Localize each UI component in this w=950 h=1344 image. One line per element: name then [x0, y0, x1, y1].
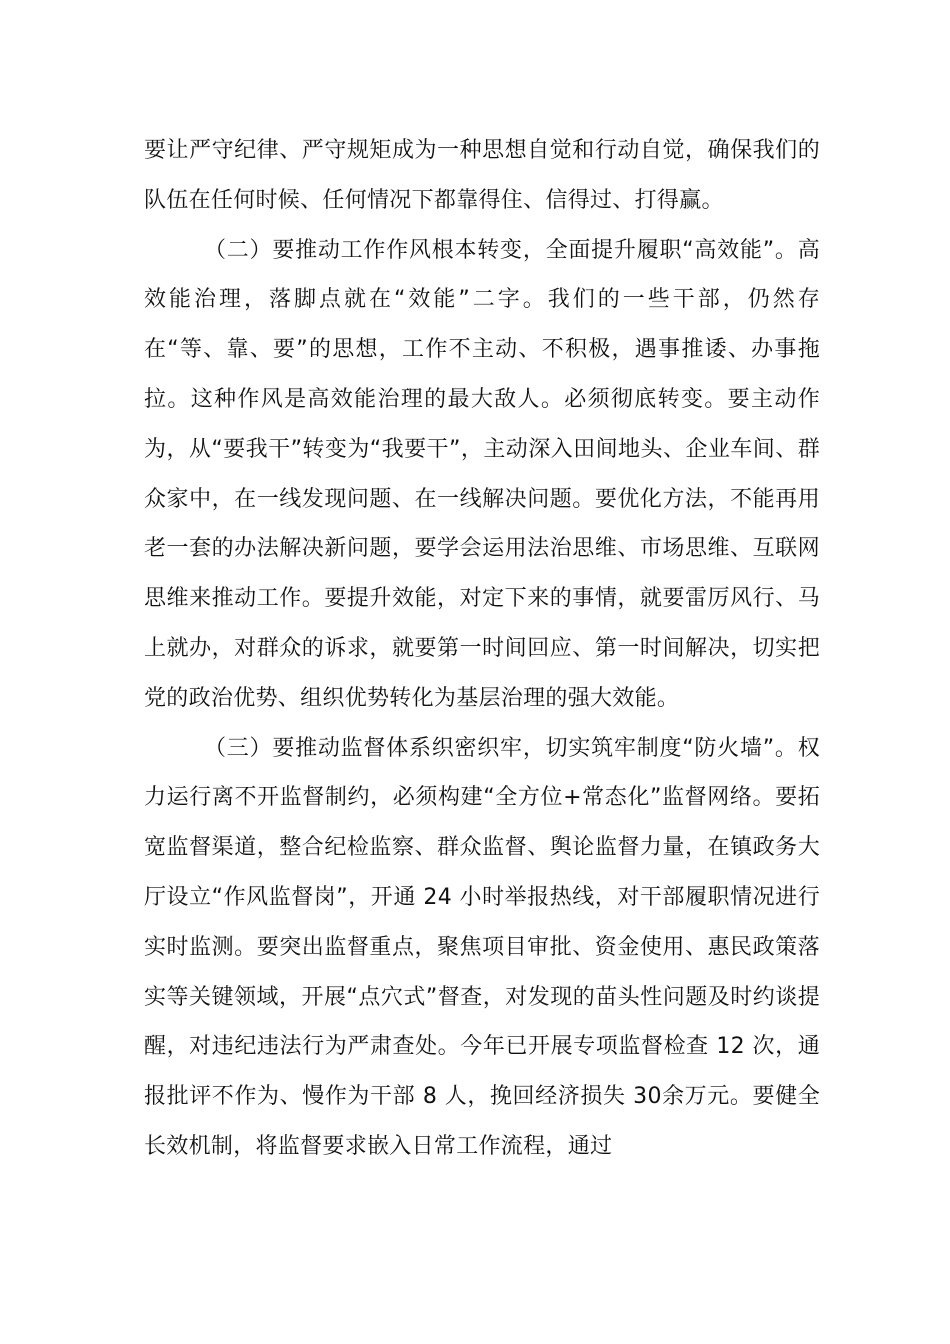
paragraph-section-3: [144, 724, 820, 1172]
text-line: 情况进行实时监测。要突出监督重点，聚焦项目审批、资金使用、: [144, 884, 820, 960]
section-heading: （三）要推动监督体系织密织牢，切实筑牢制度“防火墙”。: [204, 735, 798, 761]
text-line: 政务大厅设立“作风监督岗”，开通 24 小时举报热线，对干部履职: [144, 835, 820, 910]
text-line: 雷厉风行、马上就办，对群众的诉求，就要第一时间回应、第一时: [144, 586, 820, 661]
text-line: 督检查 12 次，通报批评不作为、慢作为干部 8 人，挽回经济损失 30: [144, 1034, 820, 1110]
text-line: 要让严守纪律、严守规矩成为一种思想自觉和行动自觉，确保我们: [144, 138, 798, 163]
text-line: 车间、群众家中，在一线发现问题、在一线解决问题。要优化方法，: [144, 436, 820, 512]
text-line: 权力运行离不开监督制约，必须构建“全方位+常态化”监督网络。: [144, 735, 820, 811]
text-line: 高效能治理，落脚点就在“效能”二字。我们的一些干部，仍然存: [144, 237, 820, 313]
text-line: 维、互联网思维来推动工作。要提升效能，对定下来的事情，就要: [144, 536, 820, 612]
text-line: 间解决，切实把党的政治优势、组织优势转化为基层治理的强大效: [144, 635, 820, 711]
text-line: 不能再用老一套的办法解决新问题，要学会运用法治思维、市场思: [144, 486, 821, 562]
document-body: [144, 126, 820, 1172]
text-line: 能。: [634, 685, 680, 711]
text-line: 在“等、靠、要”的思想，工作不主动、不积极，遇事推诿、办事: [144, 337, 798, 363]
text-line: 的队伍在任何时候、任何情况下都靠得住、信得过、打得赢。: [144, 138, 820, 213]
section-heading: （二）要推动工作作风根本转变，全面提升履职“高效能”。: [204, 237, 798, 263]
paragraph-section-2: [144, 226, 820, 724]
paragraph-continuation: [144, 126, 820, 226]
text-line: 问题及时约谈提醒，对违纪违法行为严肃查处。今年已开展专项监: [144, 984, 820, 1060]
text-line: 余万元。要健全长效机制，将监督要求嵌入日常工作流程，通过: [144, 1084, 820, 1159]
text-line: 作为，从“要我干”转变为“我要干”，主动深入田间地头、企业: [144, 386, 820, 462]
text-line: 拖拉。这种作风是高效能治理的最大敌人。必须彻底转变。要主动: [144, 337, 820, 412]
text-line: 惠民政策落实等关键领域，开展“点穴式”督查，对发现的苗头性: [144, 934, 820, 1010]
text-line: 要拓宽监督渠道，整合纪检监察、群众监督、舆论监督力量，在镇: [144, 785, 820, 861]
